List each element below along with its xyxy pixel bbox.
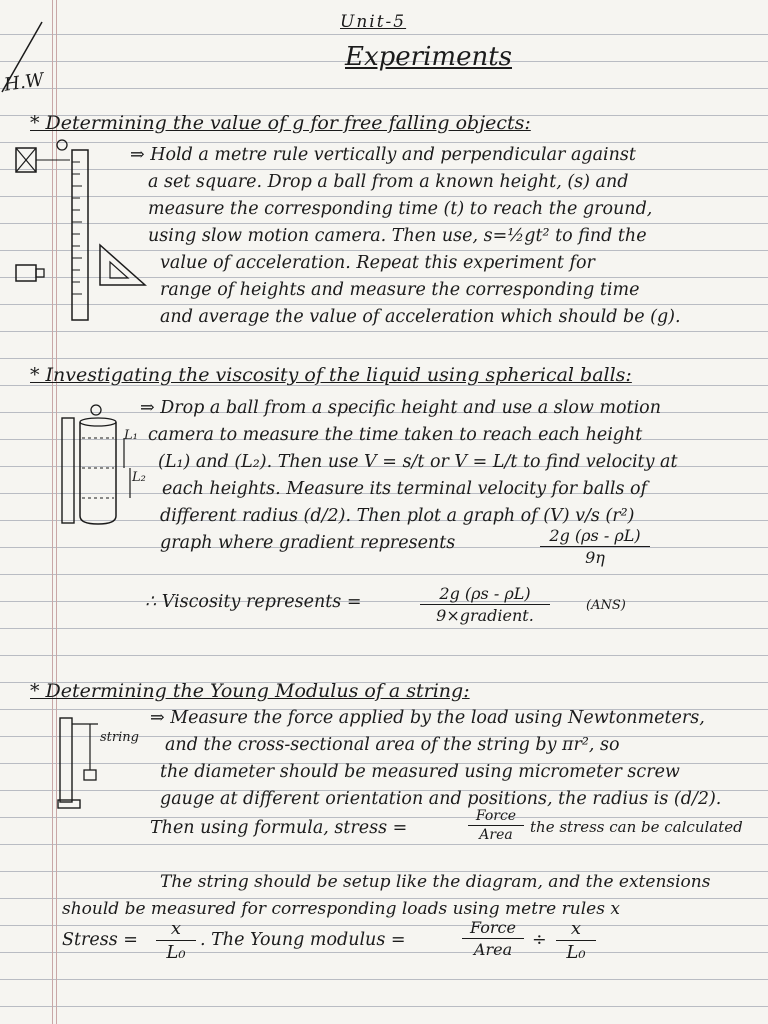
- s1-line-4: using slow motion camera. Then use, s=½gt² to find the: [148, 226, 647, 246]
- page-title: Experiments: [345, 42, 512, 72]
- divide-sign: ÷: [532, 930, 547, 950]
- unit-label: Unit-5: [340, 12, 407, 32]
- stress-numerator: Force: [475, 808, 517, 824]
- s3-line-8: should be measured for corresponding loads using metre rules x: [62, 899, 620, 919]
- stress-prefix: Stress =: [62, 930, 138, 950]
- strain-numerator: x: [170, 918, 182, 939]
- young-strain-numerator: x: [570, 918, 582, 939]
- viscosity-prefix: ∴ Viscosity represents =: [145, 592, 362, 612]
- viscosity-numerator: 2g (ρs - ρL): [439, 584, 531, 603]
- s3-line-1: ⇒ Measure the force applied by the load using Newtonmeters,: [150, 708, 705, 728]
- s3-line-3: the diameter should be measured using micrometer screw: [160, 762, 680, 782]
- label-l2: L₂: [132, 470, 146, 485]
- s3-line-2: and the cross-sectional area of the string by πr², so: [165, 735, 620, 755]
- s3-line-5: Then using formula, stress =: [150, 818, 408, 838]
- young-prefix: . The Young modulus =: [200, 930, 406, 950]
- section2-heading: * Investigating the viscosity of the liquid using spherical balls:: [30, 364, 632, 386]
- label-l1: L₁: [124, 428, 138, 443]
- s2-line-4: each heights. Measure its terminal velocity for balls of: [162, 479, 648, 499]
- s3-line-6: the stress can be calculated: [530, 818, 743, 836]
- viscosity-diagram: [58, 398, 148, 528]
- s2-line-3: (L₁) and (L₂). Then use V = s/t or V = L/t to find velocity at: [158, 452, 678, 472]
- young-strain-denominator: L₀: [566, 942, 586, 963]
- s1-line-3: measure the corresponding time (t) to reach the ground,: [148, 199, 653, 219]
- viscosity-denominator: 9×gradient.: [436, 606, 534, 625]
- young-modulus-diagram: [58, 710, 128, 810]
- section3-heading: * Determining the Young Modulus of a string:: [30, 680, 470, 702]
- young-force-denominator: Area: [473, 940, 513, 959]
- s1-line-7: and average the value of acceleration which should be (g).: [160, 307, 681, 327]
- string-label: string: [100, 730, 139, 745]
- strain-formula: [156, 918, 196, 963]
- gradient-denominator: 9η: [585, 548, 605, 567]
- gradient-numerator: 2g (ρs - ρL): [549, 526, 641, 545]
- s2-line-6: graph where gradient represents: [160, 533, 456, 553]
- s2-line-1: ⇒ Drop a ball from a specific height and use a slow motion: [140, 398, 661, 418]
- young-force-numerator: Force: [470, 918, 516, 937]
- s1-line-1: ⇒ Hold a metre rule vertically and perpendicular against: [130, 145, 636, 165]
- s2-line-2: camera to measure the time taken to reach each height: [148, 425, 643, 445]
- s3-line-4: gauge at different orientation and positions, the radius is (d/2).: [160, 789, 722, 809]
- s1-line-5: value of acceleration. Repeat this experiment for: [160, 253, 595, 273]
- corner-diagonal: [0, 0, 60, 110]
- section1-heading: * Determining the value of g for free falling objects:: [30, 112, 531, 134]
- s2-line-5: different radius (d/2). Then plot a graph of (V) v/s (r²): [160, 506, 635, 526]
- strain-denominator: L₀: [166, 942, 186, 963]
- stress-formula: [468, 808, 524, 843]
- young-force-formula: [462, 918, 524, 959]
- viscosity-formula: [420, 584, 550, 625]
- homework-mark: H.W: [2, 69, 46, 96]
- s1-line-6: range of heights and measure the corresponding time: [160, 280, 640, 300]
- gradient-formula: [540, 526, 650, 567]
- free-fall-diagram: [10, 140, 135, 320]
- s1-line-2: a set square. Drop a ball from a known height, (s) and: [148, 172, 629, 192]
- s3-line-7: The string should be setup like the diagram, and the extensions: [160, 872, 711, 892]
- ans-label: (ANS): [586, 598, 626, 613]
- young-strain-formula: [556, 918, 596, 963]
- stress-denominator: Area: [479, 827, 513, 843]
